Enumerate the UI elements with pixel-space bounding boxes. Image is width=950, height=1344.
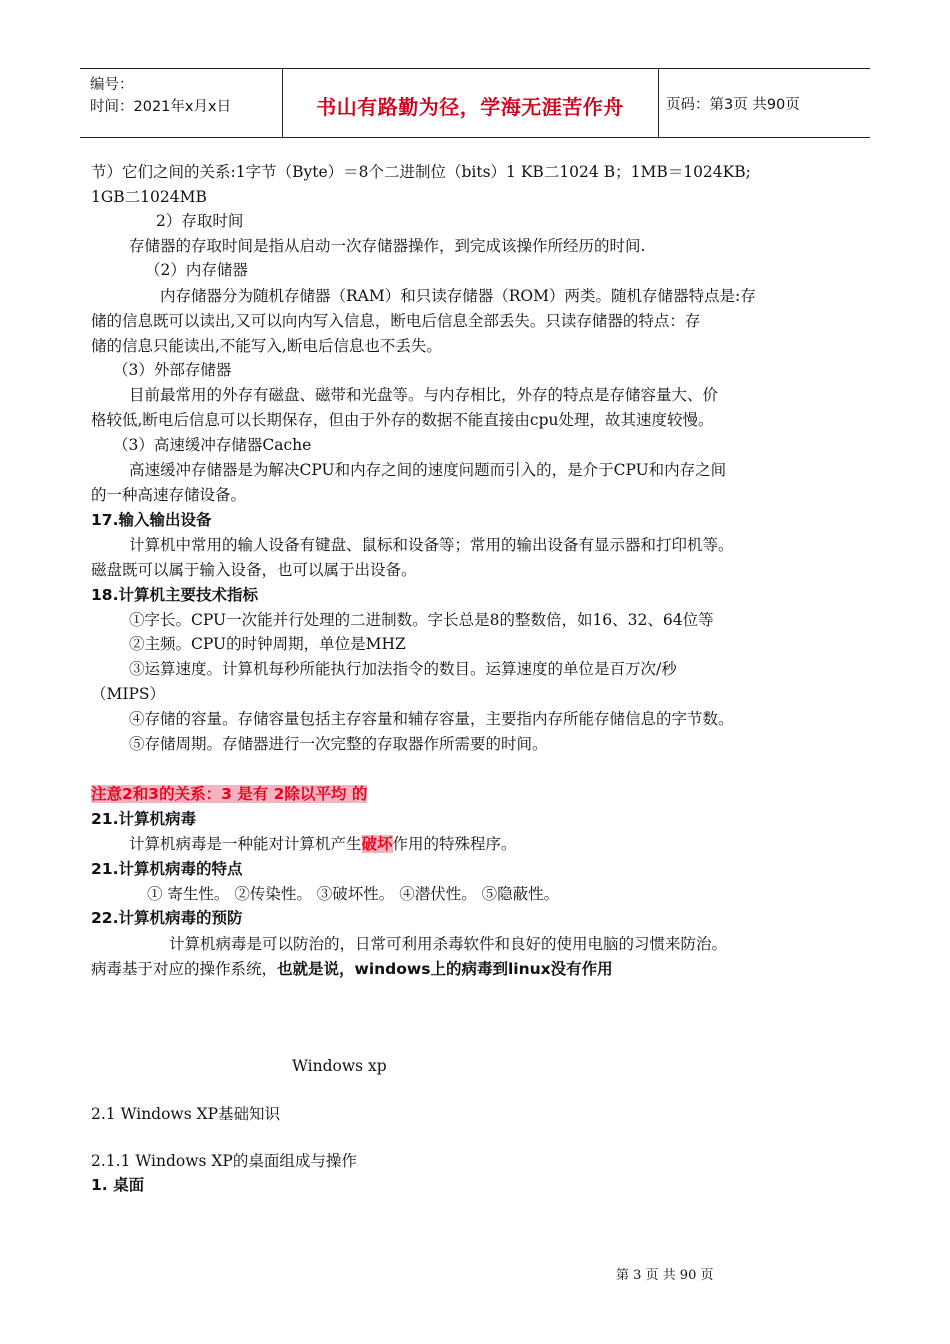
number-label: 编号： xyxy=(90,77,134,93)
page-label: 页码：第3页 共90页 xyxy=(666,97,800,113)
body-line: 的一种高速存储设备。 xyxy=(91,486,247,504)
motto: 书山有路勤为径，学海无涯苦作舟 xyxy=(316,95,624,119)
body-line: （MIPS） xyxy=(91,685,166,703)
body-line: 储的信息既可以读出,又可以向内写入信息，断电后信息全部丢失。只读存储器的特点：存 xyxy=(91,312,701,330)
body-line: 计算机病毒是可以防治的，日常可利用杀毒软件和良好的使用电脑的习惯来防治。 xyxy=(169,935,728,953)
text-run: 计算机病毒是一种能对计算机产生 xyxy=(129,835,362,853)
chapter-title: Windows xp xyxy=(292,1057,387,1075)
section-heading: 2.1.1 Windows XP的桌面组成与操作 xyxy=(91,1152,357,1170)
body-line: 格较低,断电后信息可以长期保存，但由于外存的数据不能直接由cpu处理，故其速度较慢。 xyxy=(91,411,714,429)
page-header xyxy=(80,68,870,138)
header-meta-cell xyxy=(80,69,283,137)
body-line: 磁盘既可以属于输入设备，也可以属于出设备。 xyxy=(91,561,417,579)
subheading: （3）高速缓冲存储器Cache xyxy=(113,436,312,454)
bold-text-run: 也就是说，windows上的病毒到linux没有作用 xyxy=(277,960,613,978)
header-page-cell xyxy=(658,69,870,137)
body-line: 储的信息只能读出,不能写入,断电后信息也不丢失。 xyxy=(91,337,442,355)
highlighted-word: 破坏 xyxy=(361,835,393,853)
text-run: 病毒基于对应的操作系统， xyxy=(91,960,278,978)
list-item: ① 寄生性。 ②传染性。 ③破坏性。 ④潜伏性。 ⑤隐蔽性。 xyxy=(147,885,560,903)
time-label: 时间：2021年x月x日 xyxy=(90,99,232,115)
body-line: 内存储器分为随机存储器（RAM）和只读存储器（ROM）两类。随机存储器特点是:存 xyxy=(160,287,756,305)
page-footer: 第 3 页 共 90 页 xyxy=(616,1268,714,1283)
body-line xyxy=(91,958,613,980)
section-heading: 21.计算机病毒 xyxy=(91,810,196,828)
list-item: ④存储的容量。存储容量包括主存容量和辅存容量，主要指内存所能存储信息的字节数。 xyxy=(129,710,734,728)
subheading: （3）外部存储器 xyxy=(113,361,232,379)
body-line: 1GB二1024MB xyxy=(91,188,207,206)
subheading: 1. 桌面 xyxy=(91,1176,145,1194)
section-heading: 17.输入输出设备 xyxy=(91,511,212,529)
section-heading: 2.1 Windows XP基础知识 xyxy=(91,1105,281,1123)
body-line: 高速缓冲存储器是为解决CPU和内存之间的速度问题而引入的，是介于CPU和内存之间 xyxy=(129,461,727,479)
body-line: 计算机中常用的输人设备有键盘、鼠标和设备等；常用的输出设备有显示器和打印机等。 xyxy=(129,536,734,554)
section-heading: 22.计算机病毒的预防 xyxy=(91,909,243,927)
highlighted-note xyxy=(91,783,367,805)
list-item: ①字长。CPU一次能并行处理的二进制数。字长总是8的整数倍，如16、32、64位等 xyxy=(129,611,714,629)
text-run: 作用的特殊程序。 xyxy=(392,835,517,853)
subheading: （2）内存储器 xyxy=(145,261,248,279)
header-motto-cell xyxy=(282,69,659,137)
body-line: 存储器的存取时间是指从启动一次存储器操作，到完成该操作所经历的时间. xyxy=(129,237,646,255)
section-heading: 21.计算机病毒的特点 xyxy=(91,860,243,878)
note-text: 注意2和3的关系：3 是有 2除以平均 的 xyxy=(91,785,368,803)
body-line: 目前最常用的外存有磁盘、磁带和光盘等。与内存相比，外存的特点是存储容量大、价 xyxy=(129,386,719,404)
list-item: ③运算速度。计算机每秒所能执行加法指令的数目。运算速度的单位是百万次/秒 xyxy=(129,660,677,678)
body-line: 节）它们之间的关系:1字节（Byte）＝8个二进制位（bits）1 KB二1024 B；1MB＝1024KB; xyxy=(91,163,751,181)
section-heading: 18.计算机主要技术指标 xyxy=(91,586,258,604)
list-item: ②主频。CPU的时钟周期，单位是MHZ xyxy=(129,635,406,653)
body-line xyxy=(129,833,517,855)
subheading: 2）存取时间 xyxy=(156,212,244,230)
list-item: ⑤存储周期。存储器进行一次完整的存取器作所需要的时间。 xyxy=(129,735,548,753)
